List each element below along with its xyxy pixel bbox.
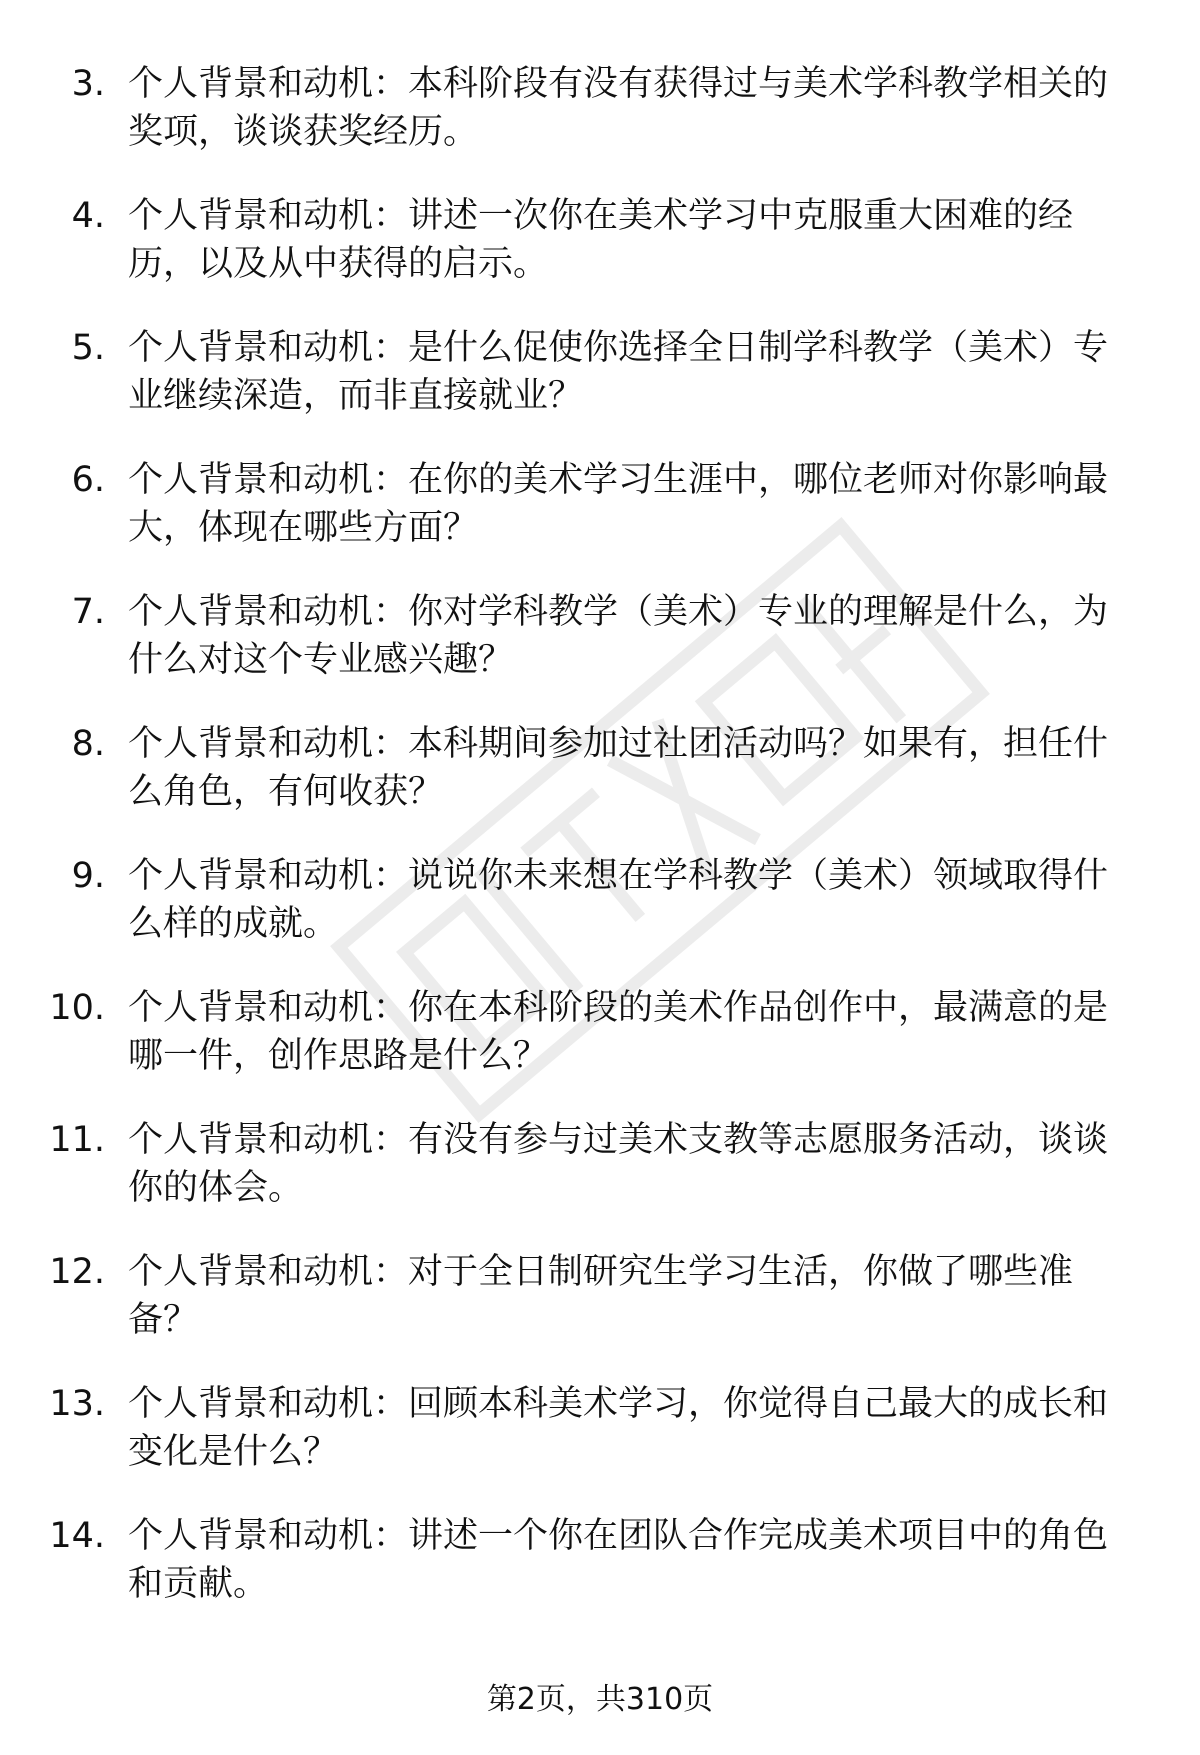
question-text: 个人背景和动机：回顾本科美术学习，你觉得自己最大的成长和变化是什么？ (128, 1384, 1109, 1472)
list-item (0, 984, 1200, 1116)
question-number: 8. (71, 724, 105, 764)
question-number: 9. (71, 856, 105, 896)
page-indicator: 第2页，共310页 (486, 1682, 714, 1717)
question-text: 个人背景和动机：你在本科阶段的美术作品创作中，最满意的是哪一件，创作思路是什么？ (128, 988, 1109, 1076)
question-number: 10. (49, 988, 105, 1028)
list-item (0, 192, 1200, 324)
list-item (0, 324, 1200, 456)
question-number: 13. (49, 1384, 105, 1424)
list-item (0, 1248, 1200, 1380)
question-number: 11. (49, 1120, 105, 1160)
question-number: 12. (49, 1252, 105, 1292)
question-text: 个人背景和动机：有没有参与过美术支教等志愿服务活动，谈谈你的体会。 (128, 1120, 1109, 1208)
question-text: 个人背景和动机：是什么促使你选择全日制学科教学（美术）专业继续深造，而非直接就业？ (128, 328, 1109, 416)
list-item (0, 588, 1200, 720)
question-text: 个人背景和动机：你对学科教学（美术）专业的理解是什么，为什么对这个专业感兴趣？ (128, 592, 1109, 680)
question-number: 6. (71, 460, 105, 500)
question-text: 个人背景和动机：本科期间参加过社团活动吗？如果有，担任什么角色，有何收获？ (128, 724, 1109, 812)
question-text: 个人背景和动机：讲述一个你在团队合作完成美术项目中的角色和贡献。 (128, 1516, 1109, 1604)
list-item (0, 60, 1200, 192)
question-text: 个人背景和动机：本科阶段有没有获得过与美术学科教学相关的奖项，谈谈获奖经历。 (128, 64, 1109, 152)
question-list (0, 60, 1200, 1644)
list-item (0, 852, 1200, 984)
question-text: 个人背景和动机：在你的美术学习生涯中，哪位老师对你影响最大，体现在哪些方面？ (128, 460, 1109, 548)
list-item (0, 720, 1200, 852)
question-text: 个人背景和动机：对于全日制研究生学习生活，你做了哪些准备？ (128, 1252, 1074, 1340)
question-text: 个人背景和动机：说说你未来想在学科教学（美术）领域取得什么样的成就。 (128, 856, 1109, 944)
list-item (0, 456, 1200, 588)
question-number: 3. (71, 64, 105, 104)
list-item (0, 1380, 1200, 1512)
list-item (0, 1116, 1200, 1248)
question-number: 14. (49, 1516, 105, 1556)
question-text: 个人背景和动机：讲述一次你在美术学习中克服重大困难的经历，以及从中获得的启示。 (128, 196, 1074, 284)
question-number: 5. (71, 328, 105, 368)
question-number: 4. (71, 196, 105, 236)
question-number: 7. (71, 592, 105, 632)
list-item (0, 1512, 1200, 1644)
